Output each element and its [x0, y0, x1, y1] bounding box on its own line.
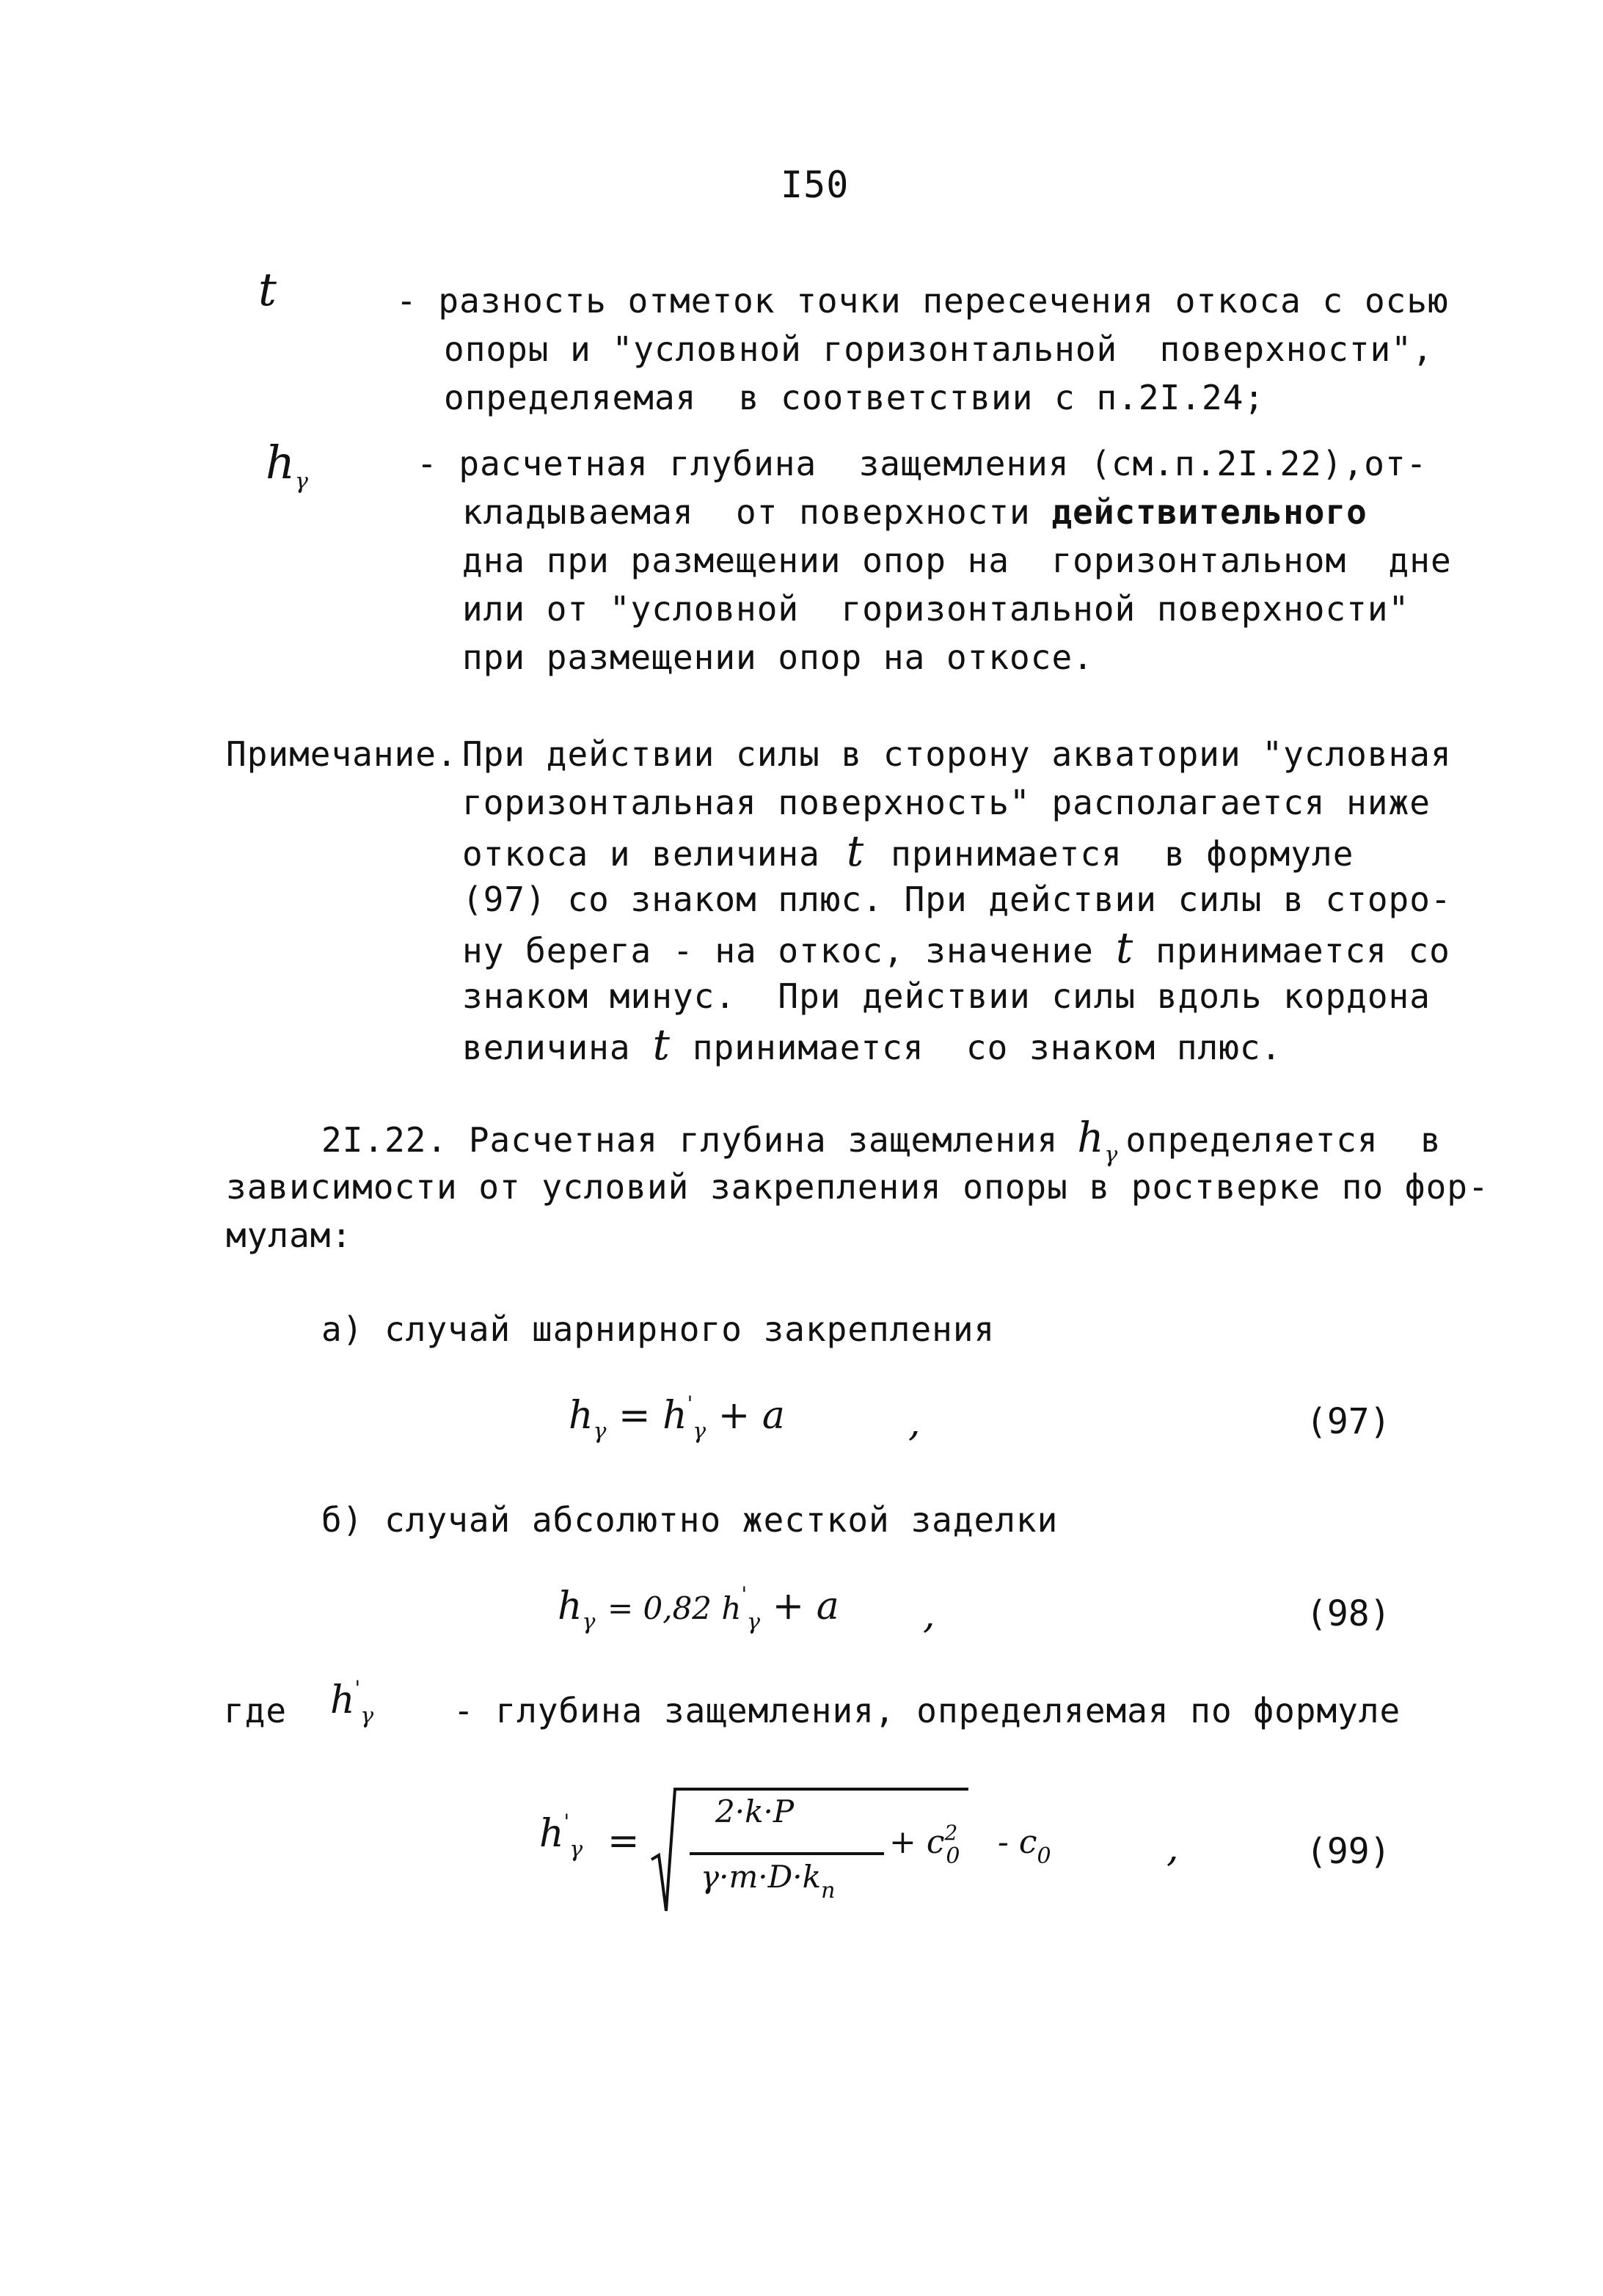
f97-prime: ' — [687, 1392, 693, 1416]
page-number: I50 — [781, 164, 850, 206]
f99-minus-c — [998, 1824, 1051, 1869]
f97-lhs-sub: γ — [593, 1419, 607, 1444]
note-line-3a: откоса и величина — [462, 834, 820, 874]
f97-comma: , — [908, 1401, 921, 1445]
where-prime: ' — [354, 1676, 361, 1700]
case-b-text: б) случай абсолютно жесткой заделки — [321, 1500, 1059, 1540]
f99-eq: = — [607, 1819, 640, 1863]
note-t-symbol-1: t — [846, 826, 865, 876]
section-intro-end: определяется в — [1125, 1120, 1442, 1160]
note-line-7 — [462, 1021, 1282, 1071]
f98-prime: ' — [741, 1582, 748, 1606]
section-intro — [321, 1115, 1442, 1169]
f99-h: h — [539, 1812, 564, 1856]
note-line-4: (97) со знаком плюс. При действии силы в сторо- — [462, 880, 1452, 919]
f99-den-text: γ·m·D·k — [701, 1859, 822, 1895]
note-t-symbol-2: t — [1115, 923, 1134, 973]
f99-numerator: 2·k·P — [715, 1794, 795, 1829]
f99-comma: , — [1166, 1827, 1179, 1871]
f99-lhs — [539, 1810, 583, 1862]
def-h-line-3: дна при размещении опор на горизонтальном дне — [462, 541, 1452, 580]
case-a-text: а) случай шарнирного закрепления — [321, 1309, 996, 1349]
eq-number-99: (99) — [1306, 1831, 1391, 1872]
section-line-2: зависимости от условий закрепления опоры в ростверке по фор- — [226, 1167, 1489, 1207]
formula-97 — [569, 1392, 785, 1444]
f99-denominator — [701, 1859, 836, 1904]
f99-den-sub: n — [821, 1878, 836, 1904]
f98-comma: , — [923, 1593, 935, 1637]
f98-lhs-sub: γ — [582, 1609, 596, 1635]
section-h-sub: γ — [1104, 1142, 1119, 1168]
note-line-5 — [462, 924, 1450, 974]
f99-prime: ' — [563, 1810, 570, 1834]
where-symbol — [330, 1676, 374, 1729]
where-text: - глубина защемления, определяемая по формуле — [453, 1691, 1401, 1730]
where-label: где — [224, 1691, 288, 1730]
f97-rhs-sub: γ — [693, 1419, 706, 1444]
def-h-line-5: при размещении опор на откосе. — [462, 637, 1094, 677]
note-line-2: горизонтальная поверхность" располагается ниже — [462, 783, 1431, 822]
note-label: Примечание. — [226, 734, 458, 774]
note-t-symbol-3: t — [652, 1020, 671, 1070]
f99-c-sub: 0 — [946, 1843, 960, 1869]
f99-plus-c-text: + c — [889, 1824, 945, 1861]
note-line-5b: принимается со — [1155, 931, 1450, 970]
f98-rhs-sub: γ — [747, 1609, 761, 1635]
note-line-3 — [462, 827, 1354, 877]
note-line-6: знаком минус. При действии силы вдоль кордона — [462, 976, 1431, 1016]
f98-lhs: h — [558, 1584, 583, 1628]
note-line-1: При действии силы в сторону акватории "условная — [462, 734, 1452, 774]
def-t-line-1: - разность отметок точки пересечения откоса с осью — [396, 281, 1449, 321]
def-t-line-3: определяемая в соответствии с п.2I.24; — [444, 378, 1266, 417]
symbol-h-gamma — [266, 436, 308, 494]
note-line-7b: принимается со знаком плюс. — [692, 1028, 1282, 1067]
where-h: h — [330, 1678, 355, 1722]
note-line-5a: ну берега - на откос, значение — [462, 931, 1094, 970]
eq-number-98: (98) — [1306, 1593, 1391, 1634]
note-line-3b: принимается в формуле — [891, 834, 1354, 874]
def-h-line-4: или от "условной горизонтальной поверхности" — [462, 589, 1410, 629]
f97-tail: + a — [717, 1394, 785, 1438]
def-t-line-2: опоры и "условной горизонтальной поверхности", — [444, 329, 1434, 369]
def-h-line-2 — [462, 489, 1368, 535]
symbol-t: t — [258, 263, 277, 316]
f98-tail: + a — [772, 1584, 839, 1628]
f99-minus-c-text: - c — [998, 1824, 1037, 1861]
f99-plus-c — [889, 1821, 960, 1869]
section-line-3: мулам: — [226, 1215, 353, 1255]
f99-c-sup: 2 — [944, 1821, 958, 1845]
section-h-symbol — [1058, 1114, 1125, 1168]
note-line-7a: величина — [462, 1028, 631, 1067]
formula-98 — [558, 1582, 839, 1635]
eq-number-97: (97) — [1306, 1401, 1391, 1442]
f99-lhs-sub: γ — [569, 1837, 583, 1862]
f97-rhs: = h — [618, 1394, 687, 1438]
where-sub: γ — [360, 1703, 374, 1729]
f98-coef: = 0,82 h — [607, 1590, 742, 1626]
def-h-bold-word: действительного — [1051, 492, 1368, 532]
section-intro-start: 2I.22. Расчетная глубина защемления — [321, 1120, 1059, 1160]
f99-minus-c-sub: 0 — [1037, 1843, 1051, 1869]
symbol-h: h — [266, 436, 295, 489]
def-h-line-1: - расчетная глубина защемления (см.п.2I.22),от- — [417, 444, 1428, 483]
def-h-line-2-text: кладываемая от поверхности — [462, 492, 1052, 532]
section-h: h — [1077, 1114, 1105, 1162]
f97-lhs: h — [569, 1394, 594, 1438]
symbol-gamma-sub: γ — [294, 469, 308, 494]
